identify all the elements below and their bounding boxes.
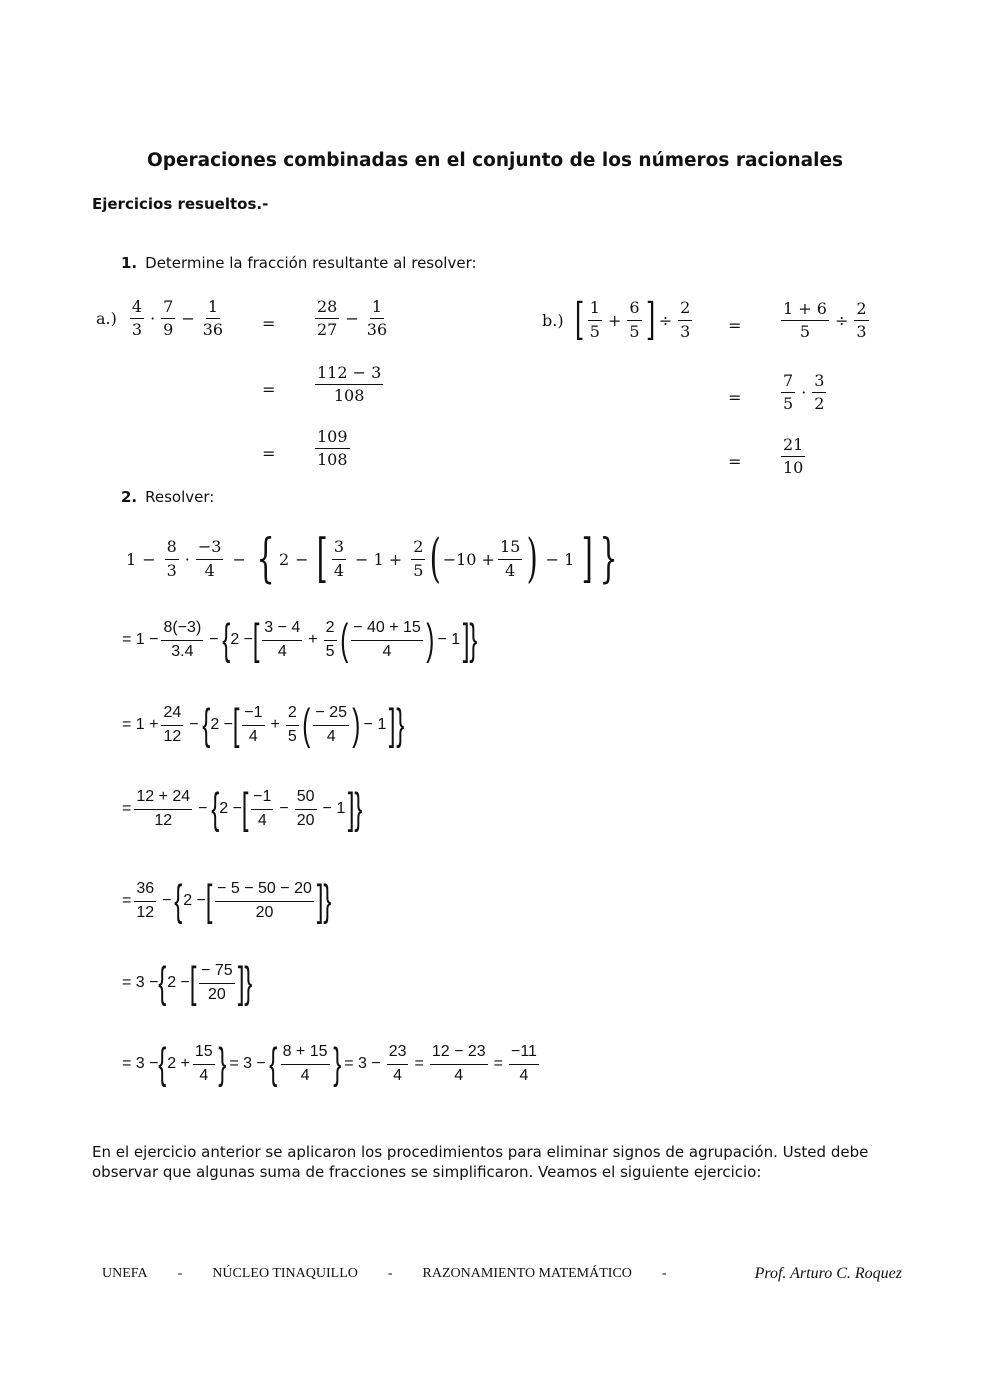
problem-1-number: 1. [121,254,138,272]
fraction: $\frac{112 - 3}{108}$ [317,363,382,406]
exercise-b: b.) [ $\frac{1}{5}$ + $\frac{6}{5}$ ] ÷ $\frac{2}{3}$ [542,294,691,345]
footer-org: UNEFA [102,1266,148,1281]
problem-2 [121,488,214,506]
expression-line-5: = 3 − { 2 − [ $\frac{- 75}{20}$ ] } [122,958,253,1007]
fraction: $\frac{-3}{4}$ [197,537,222,580]
fraction: $\frac{-1}{4}$ [253,788,272,829]
footer-separator: - [177,1266,183,1281]
fraction: $\frac{2}{3}$ [680,298,691,341]
ex-a-eq-3: = [262,444,276,463]
fraction: $\frac{2}{3}$ [856,299,867,342]
fraction: $\frac{8}{3}$ [166,537,177,580]
fraction: $\frac{24}{12}$ [163,704,182,745]
footer-author: Prof. Arturo C. Roquez [754,1265,902,1282]
fraction: $\frac{15}{4}$ [194,1043,213,1084]
ex-a-step-2 [312,364,386,406]
ex-a-eq-2: = [262,380,276,399]
ex-a-step-1: $\frac{28}{27}$ − $\frac{1}{36}$ [317,297,388,340]
footer-separator: - [387,1266,393,1281]
fraction: $\frac{23}{4}$ [388,1043,407,1084]
ex-a-eq-1: = [262,314,276,333]
ex-b-eq-1: = [728,316,742,335]
fraction: $\frac{50}{20}$ [296,788,315,829]
fraction: $\frac{109}{108}$ [317,427,348,470]
fraction: $\frac{- 5 - 50 - 20}{20}$ [217,880,312,921]
fraction: $\frac{4}{3}$ [131,297,143,340]
fraction: $\frac{7}{5}$ [783,371,794,414]
fraction: $\frac{12 - 23}{4}$ [431,1043,486,1084]
fraction: $\frac{1 + 6}{5}$ [783,299,827,342]
fraction: $\frac{15}{4}$ [499,537,521,580]
expression-line-3: = $\frac{12 + 24}{12}$ − { 2 − [ $\frac{-1}{4}$ − $\frac{50}{20}$ − 1 ] } [122,784,363,833]
ex-b-eq-2: = [728,388,742,407]
fraction: $\frac{1}{36}$ [202,297,224,340]
fraction: $\frac{- 75}{20}$ [201,962,233,1003]
footer-separator: - [661,1266,667,1281]
fraction: $\frac{8(-3)}{3.4}$ [163,619,202,660]
fraction: $\frac{7}{9}$ [163,297,174,340]
footer-campus: NÚCLEO TINAQUILLO [212,1266,358,1281]
expression-line-6: = 3 − { 2 + $\frac{15}{4}$ } = 3 − { $\frac{8 + 15}{4}$ } = 3 − $\frac{23}{4}$ = $\frac{12 - 23}{4}$ = $\frac{-11}{4}$ [122,1039,537,1088]
fraction: $\frac{3}{4}$ [333,537,345,580]
fraction: $\frac{8 + 15}{4}$ [282,1043,328,1084]
ex-a-label: a.) [96,309,117,329]
footer-subject: RAZONAMIENTO MATEMÁTICO [422,1266,632,1281]
expression-line-4: = $\frac{36}{12}$ − { 2 − [ $\frac{- 5 - 50 - 20}{20}$ ] } [122,876,332,925]
problem-2-text: Resolver: [145,488,215,506]
expression-line-2: = 1 + $\frac{24}{12}$ − { 2 − [ $\frac{-1}{4}$ + $\frac{2}{5}$ ( $\frac{- 25}{4}$ ) − 1 ] } [122,700,404,749]
expression-line-1: = 1 − $\frac{8(-3)}{3.4}$ − { 2 − [ $\frac{3 - 4}{4}$ + $\frac{2}{5}$ ( $\frac{- 40 + 15}{4}$ ) − 1 ] } [122,615,478,664]
explanation-paragraph: En el ejercicio anterior se aplicaron los procedimientos para eliminar signos de agrupación. Usted debe observar que algunas suma de fracciones se simplificaron. Veamos el siguiente ejercicio: [92,1143,869,1181]
page-title: Operaciones combinadas en el conjunto de los números racionales [146,150,844,171]
fraction: $\frac{36}{12}$ [136,880,155,921]
ex-b-step-3 [778,436,808,478]
fraction: $\frac{28}{27}$ [317,297,338,340]
fraction: $\frac{-1}{4}$ [244,704,263,745]
fraction: $\frac{3 - 4}{4}$ [264,619,301,660]
fraction: $\frac{2}{5}$ [287,704,297,745]
fraction: $\frac{- 25}{4}$ [315,704,347,745]
problem-1 [121,254,477,272]
fraction: $\frac{2}{5}$ [325,619,335,660]
problem-1-text: Determine la fracción resultante al resolver: [145,254,477,272]
fraction: $\frac{2}{5}$ [413,537,424,580]
fraction: $\frac{1}{36}$ [366,297,388,340]
ex-b-eq-3: = [728,452,742,471]
fraction: $\frac{- 40 + 15}{4}$ [353,619,421,660]
ex-b-step-1: $\frac{1 + 6}{5}$ ÷ $\frac{2}{3}$ [783,299,867,342]
problem-2-number: 2. [121,488,138,506]
fraction: $\frac{-11}{4}$ [511,1043,537,1084]
fraction: $\frac{6}{5}$ [629,298,640,341]
ex-a-step-3 [312,428,353,470]
expression-line-0: 1 − $\frac{8}{3}$ · $\frac{-3}{4}$ − { 2 − [ $\frac{3}{4}$ − 1 + $\frac{2}{5}$ ( −10 + $\frac{15}{4}$ ) − 1 ] } [126,529,618,589]
page-footer [102,1265,902,1283]
section-subtitle: Ejercicios resueltos.- [92,195,269,213]
exercise-a: a.) $\frac{4}{3}$ · $\frac{7}{9}$ − $\frac{1}{36}$ [96,297,224,340]
ex-b-label: b.) [542,310,564,330]
fraction: $\frac{1}{5}$ [589,298,600,341]
fraction: $\frac{12 + 24}{12}$ [136,788,191,829]
fraction: $\frac{3}{2}$ [814,371,825,414]
ex-b-step-2: $\frac{7}{5}$ · $\frac{3}{2}$ [783,371,825,414]
fraction: $\frac{21}{10}$ [783,435,804,478]
